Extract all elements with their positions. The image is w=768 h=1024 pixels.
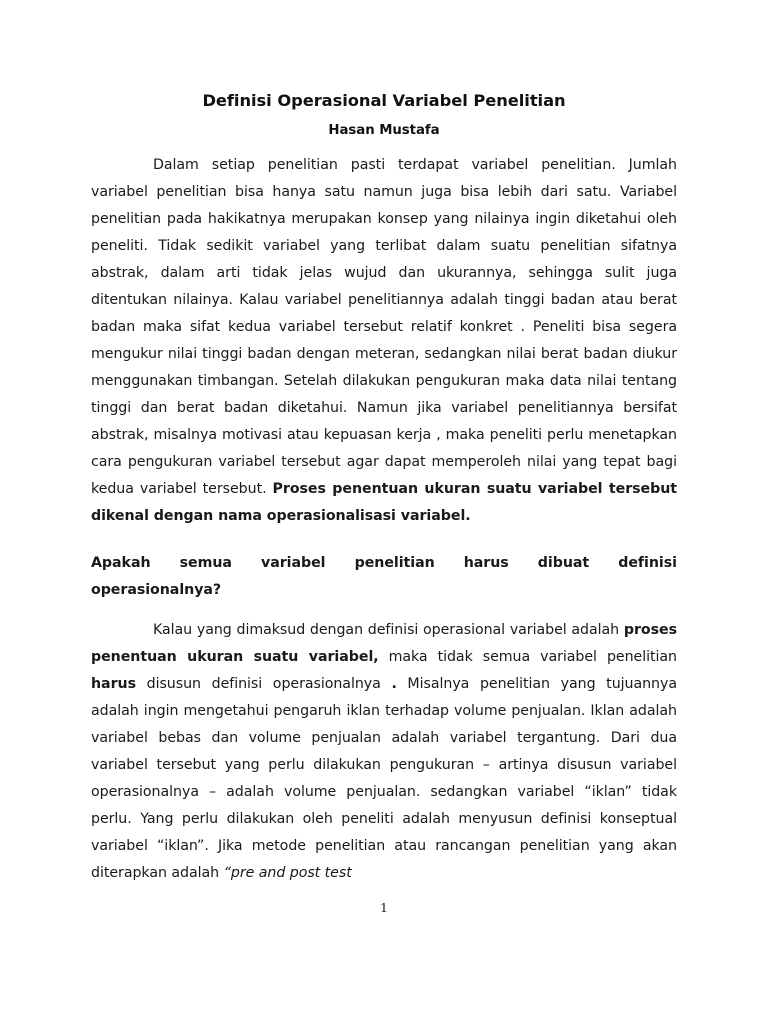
section-question-heading (91, 550, 677, 604)
paragraph-definition-mid2: disusun definisi operasionalnya (135, 676, 392, 692)
paragraph-definition-mid1: maka tidak semua variabel penelitian (378, 649, 677, 665)
bold-word-harus: harus (91, 676, 136, 692)
paragraph-definition (91, 617, 677, 887)
page-number: 1 (380, 900, 388, 915)
paragraph-definition-rest: Misalnya penelitian yang tujuannya adalah ingin mengetahui pengaruh iklan terhadap volume penjualan. Iklan adalah variabel bebas dan volume penjualan adalah variabel tergantung. Dari dua variabel tersebut yang perlu dilakukan pengukuran – artinya disusun variabel operasionalnya – adalah volume penjualan. sedangkan variabel “iklan” tidak perlu. Yang perlu dilakukan oleh peneliti adalah menyusun definisi konseptual variabel “iklan”. Jika metode penelitian atau rancangan penelitian yang akan diterapkan adalah (91, 676, 677, 881)
document-content (91, 90, 677, 887)
paragraph-definition-intro: Kalau yang dimaksud dengan definisi operasional variabel adalah (153, 622, 620, 638)
bold-phrase: proses penentuan ukuran suatu variabel, (91, 622, 677, 665)
author-name: Hasan Mustafa (328, 123, 440, 138)
question-word: definisi (618, 555, 677, 571)
italic-tail: “pre and post test (223, 865, 352, 881)
question-line-1 (91, 550, 677, 577)
question-word: penelitian (354, 555, 435, 571)
paragraph-intro-text: Dalam setiap penelitian pasti terdapat variabel penelitian. Jumlah variabel penelitian bisa hanya satu namun juga bisa lebih dari satu. Variabel penelitian pada hakikatnya merupakan konsep yang nilainya ingin diketahui oleh peneliti. Tidak sedikit variabel yang terlibat dalam suatu penelitian sifatnya abstrak, dalam arti tidak jelas wujud dan ukurannya, sehingga sulit juga ditentukan nilainya. Kalau variabel penelitiannya adalah tinggi badan atau berat badan maka sifat kedua variabel tersebut relatif konkret . Peneliti bisa segera mengukur nilai tinggi badan dengan meteran, sedangkan nilai berat badan diukur menggunakan timbangan. Setelah dilakukan pengukuran maka data nilai tentang tinggi dan berat badan diketahui. Namun jika variabel penelitiannya bersifat abstrak, misalnya motivasi atau kepuasan kerja , maka peneliti perlu menetapkan cara pengukuran variabel tersebut agar dapat memperoleh nilai yang tepat bagi kedua variabel tersebut. (91, 157, 677, 497)
paragraph-intro (91, 152, 677, 530)
paragraph-intro-bold-sentence: Proses penentuan ukuran suatu variabel tersebut dikenal dengan nama operasionalisasi variabel. (91, 481, 677, 524)
question-word: harus (463, 555, 509, 571)
question-line-2: operasionalnya? (91, 582, 222, 598)
question-word: dibuat (537, 555, 590, 571)
document-title: Definisi Operasional Variabel Penelitian (202, 91, 566, 110)
question-word: variabel (261, 555, 326, 571)
question-word: semua (179, 555, 232, 571)
bold-dot: . (391, 676, 397, 692)
question-word: Apakah (91, 555, 151, 571)
